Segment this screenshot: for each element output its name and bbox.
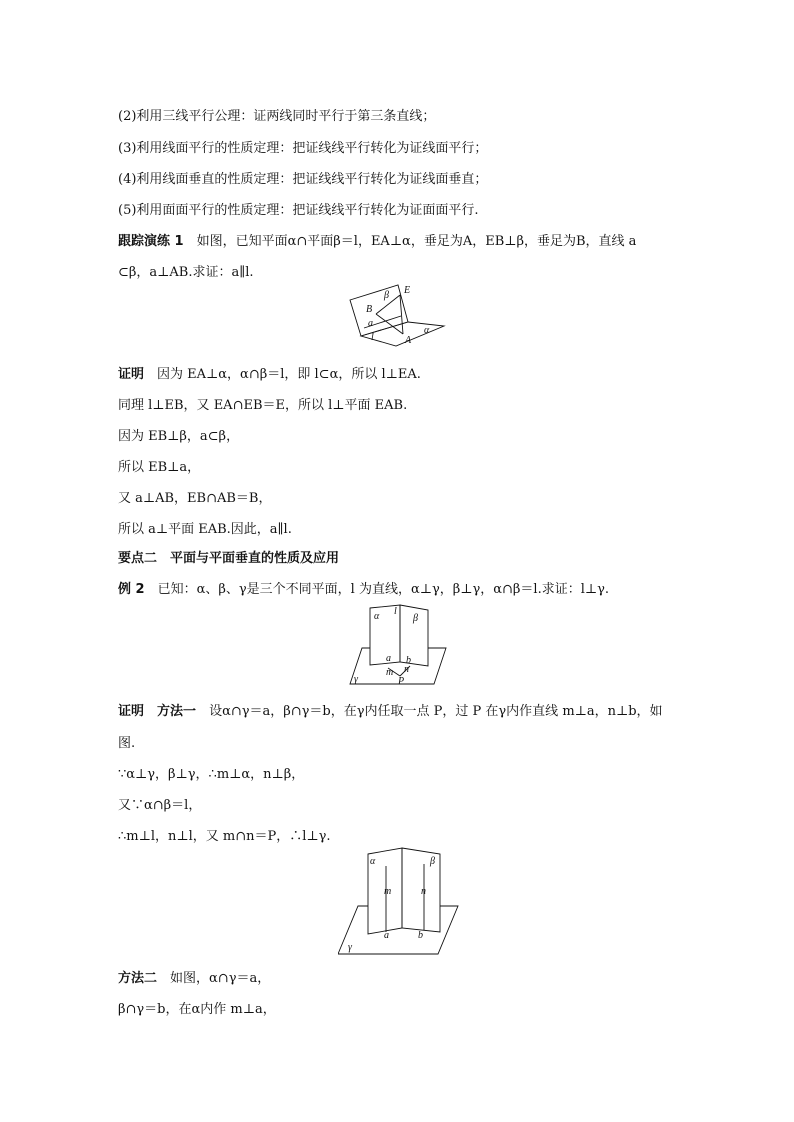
fig3-label-alpha: α	[370, 856, 376, 867]
fig2-label-n: n	[404, 664, 409, 675]
fig1-label-alpha: α	[424, 325, 430, 336]
section2-title: 要点二 平面与平面垂直的性质及应用	[118, 551, 340, 566]
figure-2	[348, 602, 448, 686]
proof1-line6: 所以 a⊥平面 EAB.因此，a∥l.	[118, 522, 292, 537]
figure-3	[338, 846, 460, 956]
method2-label: 方法二	[118, 971, 158, 986]
fig1-label-B: B	[366, 304, 373, 315]
fig3-label-b: b	[418, 930, 423, 941]
fig2-label-m: m	[386, 667, 394, 678]
fig3-label-gamma: γ	[348, 942, 352, 953]
fig2-label-gamma: γ	[354, 674, 358, 685]
fig2-label-a: a	[386, 653, 391, 664]
fig1-label-l: l	[371, 332, 374, 343]
method2-text: 如图，α∩γ＝a，	[170, 971, 271, 986]
fig1-label-A: A	[405, 335, 412, 346]
fig3-label-a: a	[384, 930, 389, 941]
proof2-line2: 图.	[118, 736, 136, 751]
proof1-line4: 所以 EB⊥a，	[118, 460, 201, 475]
proof2-text: 设α∩γ＝a，β∩γ＝b，在γ内任取一点 P，过 P 在γ内作直线 m⊥a，n⊥b，如	[209, 704, 663, 719]
method-5: (5)利用面面平行的性质定理：把证线线平行转化为证面面平行.	[118, 203, 479, 218]
fig1-label-a: a	[368, 318, 373, 329]
fig2-label-beta: β	[413, 613, 418, 624]
fig2-label-l: l	[394, 606, 397, 617]
proof1-label: 证明	[118, 367, 145, 382]
proof2-label: 证明	[118, 704, 145, 719]
figure-1	[346, 282, 450, 348]
exercise1-line2: ⊂β，a⊥AB.求证：a∥l.	[118, 265, 254, 280]
fig2-label-alpha: α	[374, 611, 380, 622]
method2-line2: β∩γ＝b，在α内作 m⊥a，	[118, 1002, 276, 1017]
proof2-line4: 又∵α∩β＝l，	[118, 798, 202, 813]
proof2-line5: ∴m⊥l，n⊥l，又 m∩n＝P，∴l⊥γ.	[118, 829, 331, 844]
proof1-line3: 因为 EB⊥β，a⊂β，	[118, 429, 240, 444]
method-3: (3)利用线面平行的性质定理：把证线线平行转化为证线面平行；	[118, 141, 488, 156]
exercise1-text: 如图，已知平面α∩平面β＝l，EA⊥α，垂足为A，EB⊥β，垂足为B，直线 a	[196, 234, 637, 249]
method-2: (2)利用三线平行公理：证两线同时平行于第三条直线；	[118, 109, 436, 124]
proof1-text: 因为 EA⊥α，α∩β＝l，即 l⊂α，所以 l⊥EA.	[157, 367, 421, 382]
proof1-line5: 又 a⊥AB，EB∩AB＝B，	[118, 491, 272, 506]
proof1-line1	[118, 366, 421, 384]
proof1-line2: 同理 l⊥EB，又 EA∩EB＝E，所以 l⊥平面 EAB.	[118, 398, 408, 413]
proof2-line1	[118, 703, 663, 721]
exercise1-line1	[118, 233, 636, 251]
example2-line	[118, 581, 609, 599]
proof2-method1: 方法一	[157, 704, 197, 719]
fig1-label-E: E	[404, 285, 411, 296]
method2-line1	[118, 970, 270, 988]
proof2-line3: ∵α⊥γ，β⊥γ，∴m⊥α，n⊥β，	[118, 767, 305, 782]
fig1-plane-beta	[350, 285, 411, 336]
fig3-label-m: m	[384, 886, 392, 897]
fig1-label-beta: β	[384, 290, 389, 301]
method-4: (4)利用线面垂直的性质定理：把证线线平行转化为证线面垂直；	[118, 172, 488, 187]
fig2-label-P: P	[398, 676, 405, 686]
fig3-label-beta: β	[430, 856, 435, 867]
exercise1-label: 跟踪演练 1	[118, 234, 184, 249]
fig2-label-b: b	[406, 655, 411, 666]
fig3-label-n: n	[421, 886, 426, 897]
example2-text: 已知：α、β、γ是三个不同平面，l 为直线，α⊥γ，β⊥γ，α∩β＝l.求证：l⊥γ.	[157, 582, 609, 597]
example2-label: 例 2	[118, 582, 145, 597]
